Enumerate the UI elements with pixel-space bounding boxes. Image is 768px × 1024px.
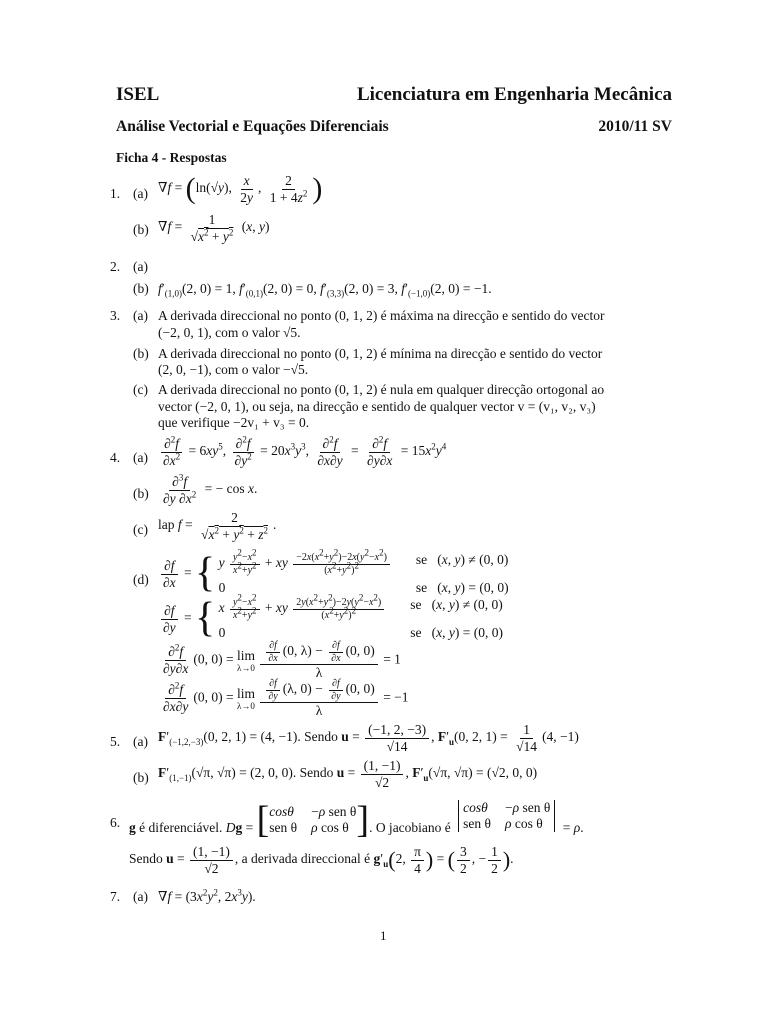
answer-4d-fxy: $\frac{\partial^2f}{\partial x\partial y}$ (0, 0) = lim λ→0 $\frac{\partial f}{\partial y}$ (λ, 0) − $\frac{\partial f}{\partial y}$ (0, 0) λ = −1 [163,678,409,718]
question-4b-label: (b) [133,486,149,501]
derivada-dir-text: a derivada direccional é [241,851,371,867]
degree-title: Licenciatura em Engenharia Mecânica [356,84,672,105]
question-2-number: 2. [110,259,121,274]
course-title: Análise Vectorial e Equações Diferenciais [116,118,389,135]
answer-3c-line3: que verifique −2v₁ + v₃ = 0. [158,415,310,430]
answer-1b: ∇f = $\frac{1}{√x^2 + y^2}$ (x, y) [158,212,270,244]
answer-2b: $f'_{(1,0)}(2$, 0) = 1, $f'_{(0,1)}(2$, 0) = 0, $f'_{(3,3)}(2$, 0) = 3, $f'_{(-1,0)}(2$, 0) = −1. [158,281,492,299]
condition-se-2: se [415,580,428,595]
question-3a-label: (a) [133,308,148,323]
answer-5b: $F'_{(1,-1)}(√\pi$, √π) = (2, 0, 0). Sendo u = $\frac{(1, -1)}{√2}$ , $F'_u(√\pi$, √π) = (√2, 0, 0) [158,758,538,790]
question-1b-label: (b) [133,222,149,237]
question-7-number: 7. [110,889,121,904]
answer-3c-line1: A derivada direccional no ponto (0, 1, 2) é nula em qualquer direcção ortogonal ao [158,382,605,397]
answer-4d-fy: $\frac{\partial f}{\partial y}$ = { x $\frac{y^2-x^2}{x^2+y^2}$ + xy $\frac{2y(x^2+y^2)-2y(y^2-x^2)}{(x^2+y^2)^2}$ se (x, y) ≠ (0, 0) 0 se (x, y) = (0, 0) [163,592,503,642]
answer-3c-line2: vector (−2, 0, 1), ou seja, na direcção e sentido de qualquer vector v = (v₁, v₂, v₃) [158,399,596,414]
question-1a-label: (a) [133,186,148,201]
question-5-number: 5. [110,734,121,749]
answer-3a-line2: (−2, 0, 1), com o valor √5. [158,325,301,340]
answer-4d-fyx: $\frac{\partial^2f}{\partial y\partial x}$ (0, 0) = lim λ→0 $\frac{\partial f}{\partial x}$ (0, λ) − $\frac{\partial f}{\partial x}$ (0, 0) λ = 1 [163,640,401,680]
answer-4c: lap f = $\frac{2}{√x^2 + y^2 + z^2}$ . [158,510,277,542]
answer-3b-line2: (2, 0, −1), com o valor −√5. [158,362,309,377]
answer-3a-line1: A derivada direccional no ponto (0, 1, 2) é máxima na direcção e sentido do vector [158,308,605,323]
question-4-number: 4. [110,450,121,465]
answer-5a: $F'_{(-1,2,-3)}(0$, 2, 1) = (4, −1). Sendo u = $\frac{(-1, 2, -3)}{√14}$ , $F'_u(0$, 2, 1) = $\frac{1}{√14}$ (4, −1) [158,722,579,754]
answer-6-line1: g é diferenciável. Dg = [ cosθ −ρ sen θ sen θ ρ cos θ ] . O jacobiano é cosθ −ρ sen θ sen θ ρ cos θ = ρ. [129,799,584,841]
question-4d-label: (d) [133,572,149,587]
jacobiano-text: O jacobiano é [375,820,451,835]
lap-operator: lap [158,517,175,533]
sendo-5a: Sendo [304,729,338,745]
answer-4b: $\frac{\partial^3f}{\partial y \partial x^2}$ = − cos x. [163,472,258,506]
institution-title: ISEL [116,84,160,105]
question-6-number: 6. [110,815,121,830]
answer-3b-line1: A derivada direccional no ponto (0, 1, 2) é mínima na direcção e sentido do vector [158,346,603,361]
question-2a-label: (a) [133,259,148,274]
term-label: 2010/11 SV [598,118,672,135]
answer-4a: $\frac{\partial^2f}{\partial x^2}$ = $6xy^5$, $\frac{\partial^2f}{\partial y^2}$ = $20x^3y^3$, $\frac{\partial^2f}{\partial x\partial y}$ = $\frac{\partial^2f}{\partial y\partial x}$ = $15x^2y^4$ [163,434,447,468]
question-5b-label: (b) [133,770,149,785]
condition-se-1: se [415,552,428,567]
question-4c-label: (c) [133,522,148,537]
diferenciavel-text: é diferenciável. [139,820,223,835]
answer-7a: $\nabla f = (3x^2y^2$, $2x^3y$). [158,887,256,904]
question-4a-label: (a) [133,450,148,465]
sendo-6: Sendo [129,851,163,867]
question-5a-label: (a) [133,734,148,749]
answer-4d-fx: $\frac{\partial f}{\partial x}$ = { y $\frac{y^2-x^2}{x^2+y^2}$ + xy $\frac{-2x(x^2+y^2)-2x(y^2-x^2)}{(x^2+y^2)^2}$ se (x, y) ≠ (0, 0) 0 se (x, y) = (0, 0) [163,547,509,597]
sendo-5b: Sendo [299,765,334,781]
sheet-title: Ficha 4 - Respostas [116,150,227,165]
answer-6-line2: Sendo u = $\frac{(1, -1)}{√2}$ , a derivada direccional é $g'_u(2$, $\frac{\pi}{4}$ ) = ( $\frac{3}{2}$ , − $\frac{1}{2}$ ). [129,844,514,876]
question-2b-label: (b) [133,281,149,296]
answer-1a: ∇f = (ln(√y), $\frac{x}{2y}$ , $\frac{2}{1 + 4z^2}$ ) [158,172,323,205]
condition-se-4: se [410,625,422,640]
question-7a-label: (a) [133,889,148,904]
question-3b-label: (b) [133,346,149,361]
question-3-number: 3. [110,308,121,323]
page-number: 1 [380,928,387,943]
question-1-number: 1. [110,186,121,201]
question-3c-label: (c) [133,382,148,397]
condition-se-3: se [410,597,422,612]
